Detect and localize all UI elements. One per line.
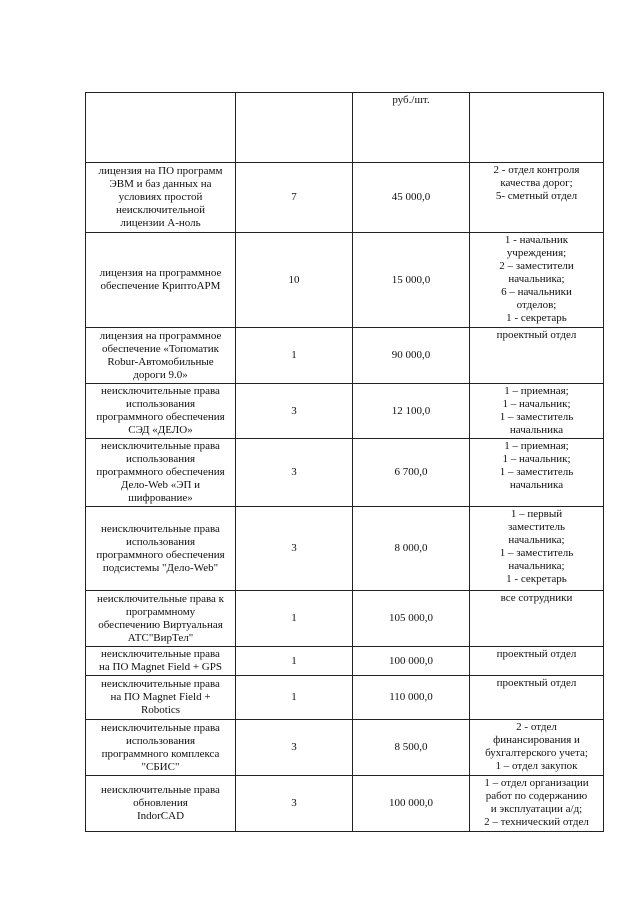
table-row: [86, 384, 604, 439]
license-name: лицензия на ПО программ ЭВМ и баз данных на условиях простой неисключительной лицензии А-ноль: [86, 163, 236, 233]
license-quantity: 7: [236, 163, 353, 233]
license-staff: проектный отдел: [470, 647, 604, 676]
table-row: [86, 647, 604, 676]
table-row: [86, 233, 604, 328]
license-name: неисключительные права использования программного обеспечения подсистемы "Дело-Web": [86, 507, 236, 591]
license-price: 6 700,0: [353, 439, 470, 507]
license-name: неисключительные права обновления IndorCAD: [86, 776, 236, 832]
license-table: [85, 92, 604, 832]
license-quantity: 1: [236, 676, 353, 720]
license-staff: 1 - начальник учреждения; 2 – заместители начальника; 6 – начальники отделов; 1 - секретарь: [470, 233, 604, 328]
license-staff: 1 – отдел организации работ по содержанию и эксплуатации а/д; 2 – технический отдел: [470, 776, 604, 832]
license-quantity: 3: [236, 776, 353, 832]
license-staff: проектный отдел: [470, 676, 604, 720]
license-quantity: 3: [236, 720, 353, 776]
license-price: 8 500,0: [353, 720, 470, 776]
license-name: неисключительные права использования программного обеспечения СЭД «ДЕЛО»: [86, 384, 236, 439]
license-quantity: 10: [236, 233, 353, 328]
table-row: [86, 507, 604, 591]
staff-cell: [470, 93, 604, 163]
license-price: 12 100,0: [353, 384, 470, 439]
license-quantity: 3: [236, 384, 353, 439]
table-row: [86, 591, 604, 647]
price-unit-cell: руб./шт.: [353, 93, 470, 163]
license-name: лицензия на программное обеспечение «Топоматик Robur-Автомобильные дороги 9.0»: [86, 328, 236, 384]
license-quantity: 3: [236, 439, 353, 507]
license-name: неисключительные права на ПО Magnet Field + GPS: [86, 647, 236, 676]
license-price: 100 000,0: [353, 776, 470, 832]
license-quantity: 1: [236, 647, 353, 676]
license-staff: 2 - отдел контроля качества дорог; 5- сметный отдел: [470, 163, 604, 233]
name-cell: [86, 93, 236, 163]
quantity-cell: [236, 93, 353, 163]
table-row: [86, 439, 604, 507]
license-quantity: 1: [236, 591, 353, 647]
table-row: [86, 163, 604, 233]
license-price: 8 000,0: [353, 507, 470, 591]
license-price: 105 000,0: [353, 591, 470, 647]
license-price: 110 000,0: [353, 676, 470, 720]
license-staff: 1 – приемная; 1 – начальник; 1 – заместитель начальника: [470, 439, 604, 507]
license-staff: проектный отдел: [470, 328, 604, 384]
license-price: 90 000,0: [353, 328, 470, 384]
table-row-continuation: [86, 93, 604, 163]
license-name: лицензия на программное обеспечение КриптоАРМ: [86, 233, 236, 328]
license-staff: 1 – первый заместитель начальника; 1 – заместитель начальника; 1 - секретарь: [470, 507, 604, 591]
table-row: [86, 676, 604, 720]
license-name: неисключительные права на ПО Magnet Field + Robotics: [86, 676, 236, 720]
table-row: [86, 328, 604, 384]
license-name: неисключительные права использования программного комплекса "СБИС": [86, 720, 236, 776]
table-row: [86, 720, 604, 776]
license-quantity: 3: [236, 507, 353, 591]
license-price: 100 000,0: [353, 647, 470, 676]
license-price: 15 000,0: [353, 233, 470, 328]
license-staff: 2 - отдел финансирования и бухгалтерского учета; 1 – отдел закупок: [470, 720, 604, 776]
license-price: 45 000,0: [353, 163, 470, 233]
license-staff: 1 – приемная; 1 – начальник; 1 – заместитель начальника: [470, 384, 604, 439]
license-name: неисключительные права к программному обеспечению Виртуальная АТС"ВирТел": [86, 591, 236, 647]
license-quantity: 1: [236, 328, 353, 384]
license-staff: все сотрудники: [470, 591, 604, 647]
table-row: [86, 776, 604, 832]
license-name: неисключительные права использования программного обеспечения Дело-Web «ЭП и шифрование»: [86, 439, 236, 507]
